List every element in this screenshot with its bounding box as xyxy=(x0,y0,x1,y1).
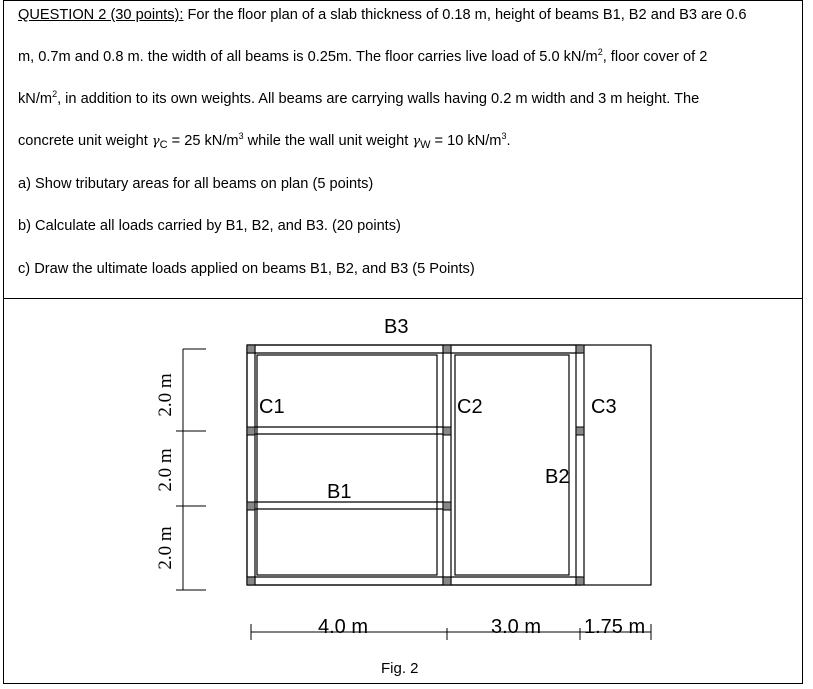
task-b: b) Calculate all loads carried by B1, B2, and B3. (20 points) xyxy=(18,218,401,234)
question-line-4: concrete unit weight $\gamma_C = 25$ $kN/m^3$ while the wall unit weight $\gamma_W = 10$ $kN/m^3$. xyxy=(18,131,511,151)
column-square xyxy=(247,502,255,510)
task-a: a) Show tributary areas for all beams on plan (5 points) xyxy=(18,176,374,192)
column-square xyxy=(576,427,584,435)
label-b1: B1 xyxy=(327,481,352,503)
question-line-2: m, 0.7m and 0.8 m. the width of all beams is 0.25m. The floor carries live load of 5.0 $kN/m^2$, floor cover of 2 xyxy=(18,47,708,65)
horizontal-dim-middle: 3.0 m xyxy=(491,616,542,638)
column-square xyxy=(443,502,451,510)
question-heading: QUESTION 2 (30 points): xyxy=(18,7,184,23)
column-square xyxy=(576,577,584,585)
column-square xyxy=(576,345,584,353)
question-line-3: $kN/m^2$, in addition to its own weights. All beams are carrying walls having 0.2 m width and 3 m height. The xyxy=(18,89,700,107)
bay-left-outline xyxy=(257,355,437,575)
slab-outline xyxy=(247,345,651,585)
task-c: c) Draw the ultimate loads applied on beams B1, B2, and B3 (5 Points) xyxy=(18,261,475,277)
label-b3: B3 xyxy=(384,316,409,338)
bay-middle-outline xyxy=(455,355,569,575)
column-square xyxy=(247,427,255,435)
column-square xyxy=(443,427,451,435)
column-square xyxy=(247,345,255,353)
horizontal-dim-right: 1.75 m xyxy=(584,616,646,638)
vertical-dim-top: 2.0 m xyxy=(155,373,176,417)
question-line-1: QUESTION 2 (30 points): For the floor plan of a slab thickness of 0.18 m, height of beams B1, B2 and B3 are 0.6 xyxy=(18,7,747,23)
column-square xyxy=(247,577,255,585)
figure-caption: Fig. 2 xyxy=(381,660,419,677)
column-square xyxy=(443,577,451,585)
horizontal-dim-left: 4.0 m xyxy=(318,616,369,638)
label-b2: B2 xyxy=(545,466,570,488)
vertical-dim-middle: 2.0 m xyxy=(155,448,176,492)
label-c2: C2 xyxy=(457,396,483,418)
label-c3: C3 xyxy=(591,396,617,418)
column-square xyxy=(443,345,451,353)
vertical-dim-bottom: 2.0 m xyxy=(155,526,176,570)
label-c1: C1 xyxy=(259,396,285,418)
